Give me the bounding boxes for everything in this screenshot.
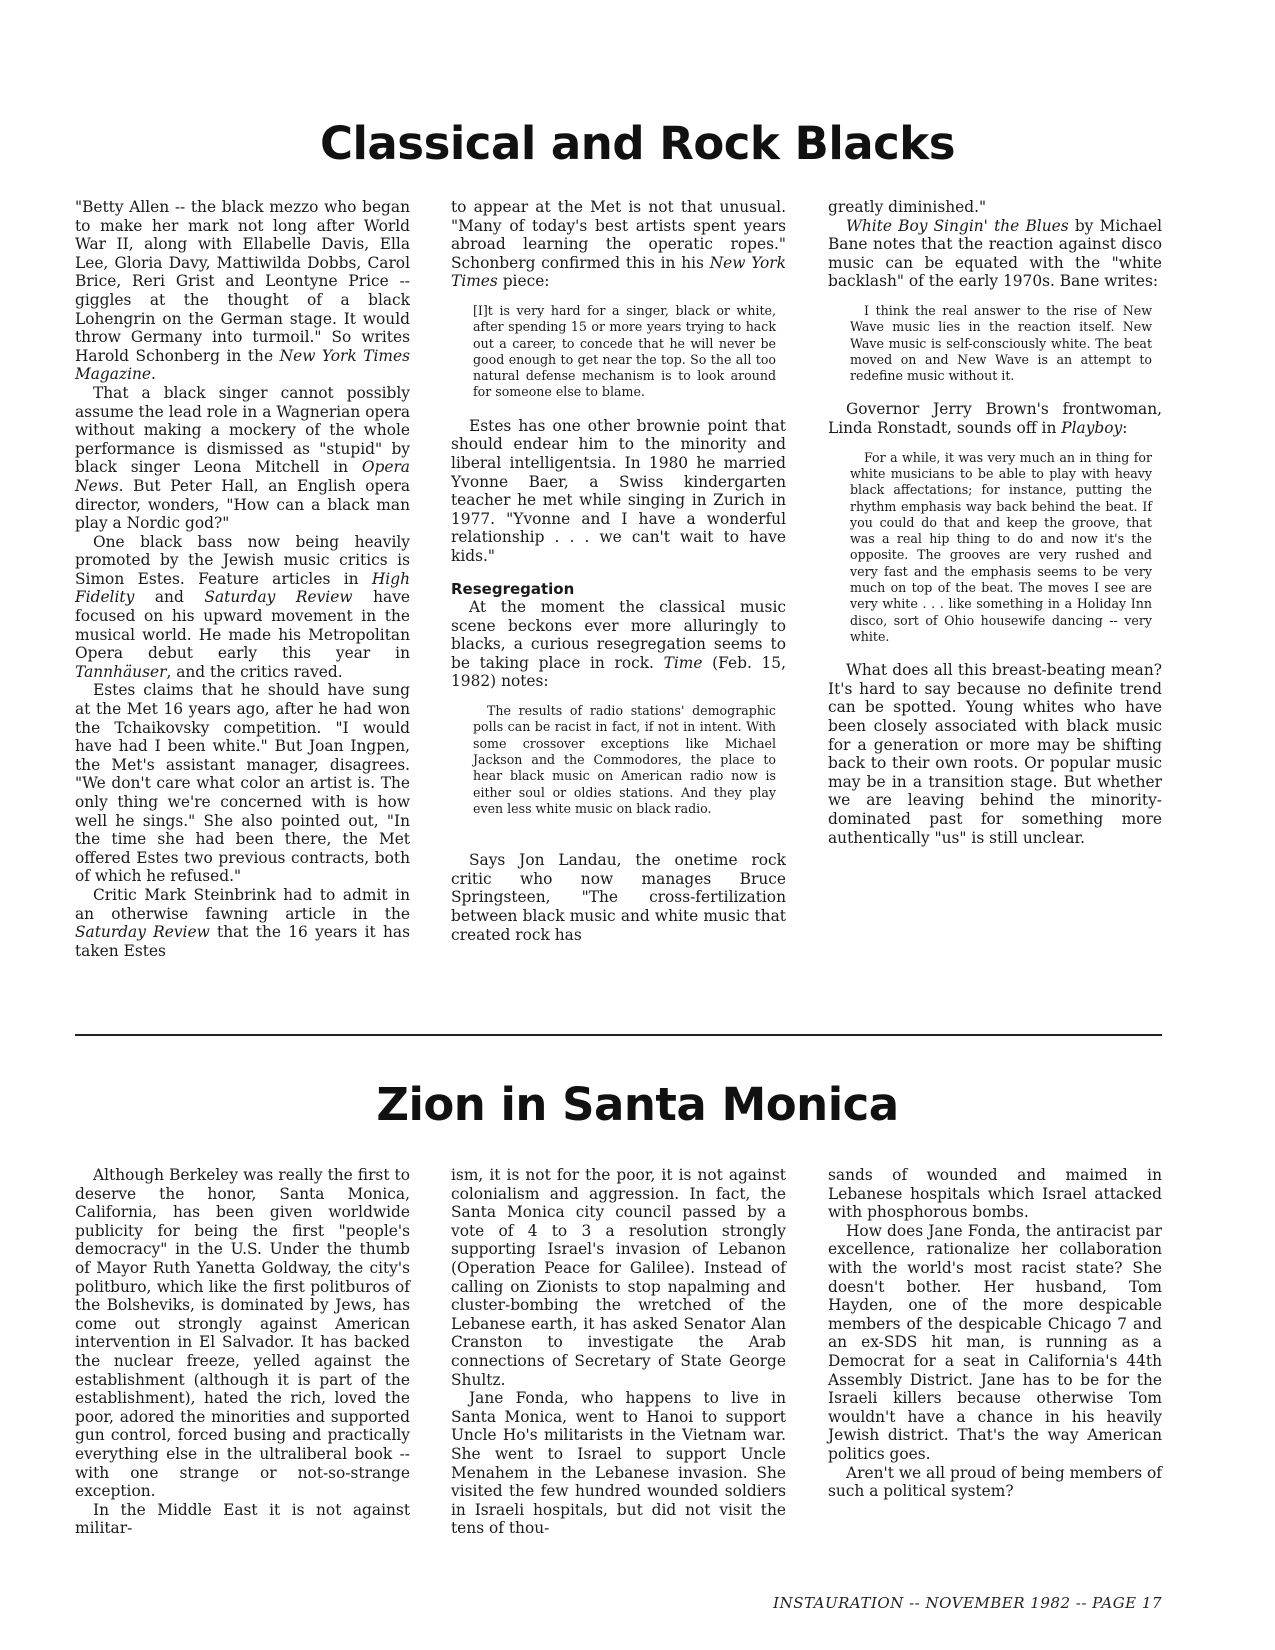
article2-column-2 (451, 1166, 786, 1538)
paragraph: One black bass now being heavily promoted by the Jewish music critics is Simon Estes. Feature articles in High Fidelity and Saturday Review have focused on his upward movement in the musical world. He made his Metropolitan Opera debut early this year in Tannhäuser, and the critics raved. (75, 532, 410, 681)
paragraph: White Boy Singin' the Blues by Michael Bane notes that the reaction against disco music can be equated with the "white backlash" of the early 1970s. Bane writes: (828, 216, 1162, 291)
paragraph: That a black singer cannot possibly assume the lead role in a Wagnerian opera without making a mockery of the whole performance is dismissed as "stupid" by black singer Leona Mitchell in Opera News. But Peter Hall, an English opera director, wonders, "How can a black man play a Nordic god?" (75, 383, 410, 533)
paragraph: ism, it is not for the poor, it is not against colonialism and aggression. In fact, the Santa Monica city council passed by a vote of 4 to 3 a resolution strongly supporting Israel's invasion of Lebanon (Operation Peace for Galilee). Instead of calling on Zionists to stop napalming and cluster-bombing the wretched of the Lebanese earth, it has asked Senator Alan Cranston to investigate the Arab connections of Secretary of State George Shultz. (451, 1166, 786, 1389)
paragraph: How does Jane Fonda, the antiracist par excellence, rationalize her collaboration with the world's most racist state? She doesn't bother. Her husband, Tom Hayden, one of the more despicable members of the despicable Chicago 7 and an ex-SDS hit man, is running as a Democrat for a seat in California's 44th Assembly District. Jane has to be for the Israeli killers because otherwise Tom wouldn't have a chance in his heavily Jewish district. That's the way American politics goes. (828, 1221, 1162, 1463)
paragraph: sands of wounded and maimed in Lebanese hospitals which Israel attacked with phosphorous bombs. (828, 1166, 1162, 1222)
paragraph: "Betty Allen -- the black mezzo who began to make her mark not long after World War II, along with Ellabelle Davis, Ella Lee, Gloria Davy, Mattiwilda Dobbs, Carol Brice, Reri Grist and Leontyne Price -- giggles at the thought of a black Lohengrin on the German stage. It would throw Germany into turmoil." So writes Harold Schonberg in the New York Times Magazine. (75, 198, 411, 384)
section-heading: Resegregation (451, 579, 575, 598)
paragraph: At the moment the classical music scene beckons ever more alluringly to blacks, a curious resegregation seems to be taking place in rock. Time (Feb. 15, 1982) notes: (451, 598, 786, 691)
paragraph: to appear at the Met is not that unusual. "Many of today's best artists spent years abroad learning the operatic ropes." Schonberg confirmed this in his New York Times piece: (451, 198, 786, 291)
paragraph: Although Berkeley was really the first to deserve the honor, Santa Monica, California, has been given worldwide publicity for being the first "people's democracy" in the U.S. Under the thumb of Mayor Ruth Yanetta Goldway, the city's politburo, which like the first politburos of the Bolsheviks, is dominated by Jews, has come out strongly against American intervention in El Salvador. It has backed the nuclear freeze, yelled against the establishment (although it is part of the establishment), hated the rich, loved the poor, adored the minorities and supported gun control, forced busing and practically everything else in the ultraliberal book -- with one strange or not-so-strange exception. (75, 1166, 410, 1501)
block-quote: For a while, it was very much an in thing for white musicians to be able to play with heavy black affectations; for instance, putting the rhythm emphasis way back behind the beat. If you could do that and keep the groove, that was a real hip thing to do and now it's the opposite. The grooves are very rushed and very fast and the emphasis seems to be very much on top of the beat. The moves I see are very white . . . like something in a Holiday Inn disco, sort of Ohio housewife dancing -- very white. (850, 449, 1152, 644)
paragraph: Jane Fonda, who happens to live in Santa Monica, went to Hanoi to support Uncle Ho's militarists in the Vietnam war. She went to Israel to support Uncle Menahem in the Lebanese invasion. She visited the few hundred wounded soldiers in Israeli hospitals, but did not visit the tens of thou- (451, 1389, 786, 1538)
article2-column-3 (828, 1166, 1162, 1501)
paragraph: Says Jon Landau, the onetime rock critic who now manages Bruce Springsteen, "The cross-fertilization between black music and white music that created rock has (451, 851, 786, 944)
block-quote: I think the real answer to the rise of New Wave music lies in the reaction itself. New Wave music is self-consciously white. The beat moved on and New Wave is an attempt to redefine music without it. (850, 302, 1152, 384)
block-quote: [I]t is very hard for a singer, black or white, after spending 15 or more years trying to hack out a career, to concede that he will never be good enough to get near the top. So the all too natural defense mechanism is to look around for someone else to blame. (473, 302, 776, 400)
block-quote: The results of radio stations' demographic polls can be racist in fact, if not in intent. With some crossover exceptions like Michael Jackson and the Commodores, the place to hear black music on American radio now is either soul or oldies stations. And they play even less white music on black radio. (473, 703, 776, 816)
page-footer: INSTAURATION -- NOVEMBER 1982 -- PAGE 17 (773, 1594, 1162, 1612)
article1-column-3 (828, 198, 1162, 847)
paragraph: Critic Mark Steinbrink had to admit in an otherwise fawning article in the Saturday Review that the 16 years it has taken Estes (75, 885, 410, 960)
paragraph: What does all this breast-beating mean? It's hard to say because no definite trend can be spotted. Young whites who have been closely associated with black music for a generation or more may be shifting back to their own roots. Or popular music may be in a transition stage. But whether we are leaving behind the minority-dominated past for something more authentically "us" is still unclear. (828, 661, 1162, 847)
article-title-zion-santa-monica: Zion in Santa Monica (376, 1078, 899, 1131)
article1-column-1 (75, 198, 410, 960)
article1-column-2 (451, 198, 786, 944)
paragraph: Estes has one other brownie point that should endear him to the minority and liberal intelligentsia. In 1980 he married Yvonne Baer, a Swiss kindergarten teacher he met while singing in Zurich in 1977. "Yvonne and I have a wonderful relationship . . . we can't wait to have kids." (451, 416, 786, 565)
paragraph: Governor Jerry Brown's frontwoman, Linda Ronstadt, sounds off in Playboy: (828, 400, 1162, 438)
article-title-classical-rock-blacks: Classical and Rock Blacks (319, 117, 956, 170)
paragraph: In the Middle East it is not against militar- (75, 1500, 410, 1538)
section-divider (75, 1034, 1162, 1036)
paragraph: greatly diminished." (828, 198, 987, 216)
article2-column-1 (75, 1166, 410, 1538)
paragraph: Estes claims that he should have sung at the Met 16 years ago, after he had won the Tchaikovsky competition. "I would have had I been white." But Joan Ingpen, the Met's assistant manager, disagrees. "We don't care what color an artist is. The only thing we're concerned with is how well he sings." She also pointed out, "In the time she had been there, the Met offered Estes two previous contracts, both of which he refused." (75, 681, 410, 886)
paragraph: Aren't we all proud of being members of such a political system? (828, 1463, 1162, 1501)
